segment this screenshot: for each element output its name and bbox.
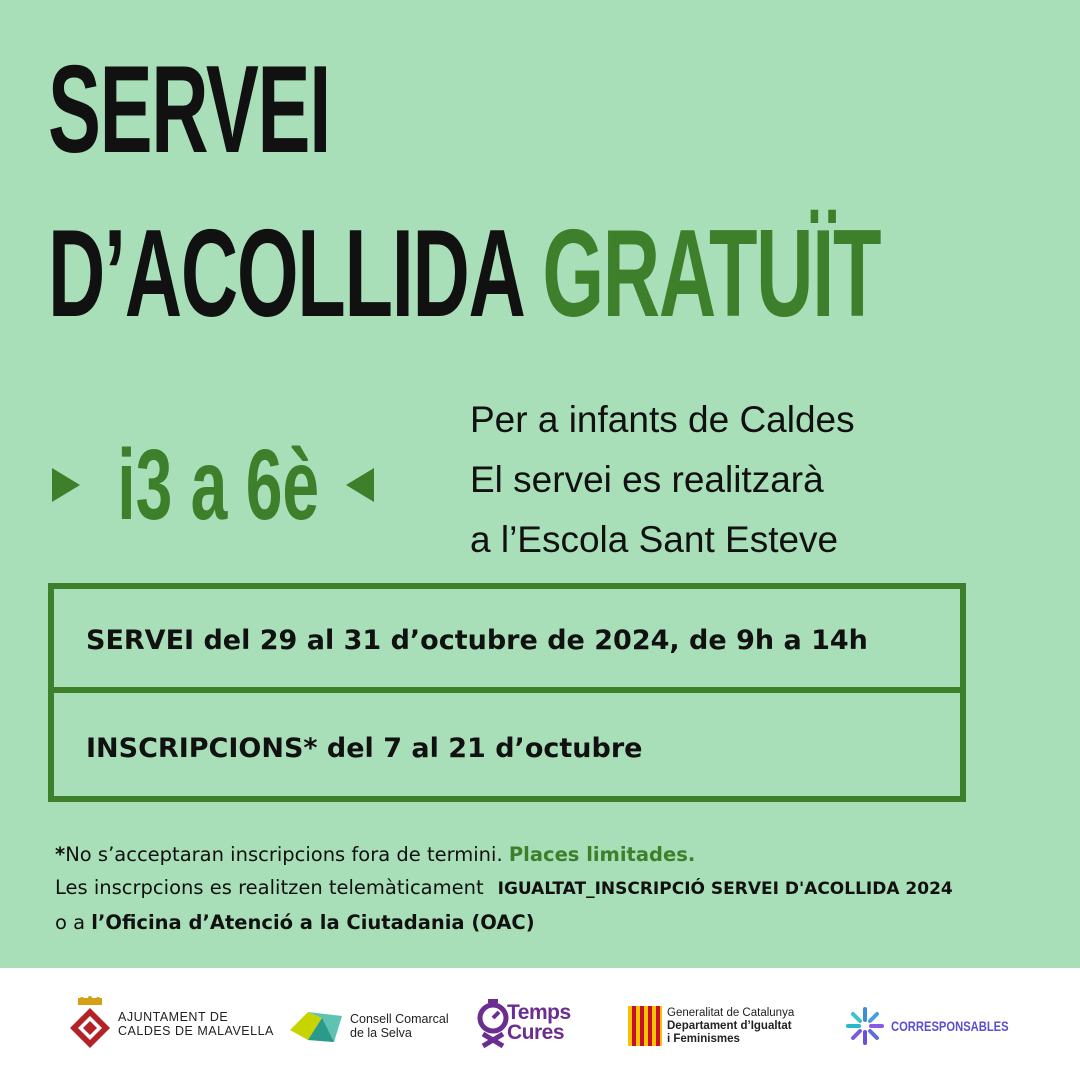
registration-dates-text: INSCRIPCIONS* del 7 al 21 d’octubre bbox=[86, 733, 643, 764]
triangle-right-icon bbox=[52, 468, 80, 502]
notes-line-1 bbox=[55, 838, 953, 871]
info-line-children: Per a infants de Caldes bbox=[470, 399, 855, 440]
consell-shape-icon bbox=[288, 1006, 344, 1046]
online-registration-note: Les inscrpcions es realitzen telemàticament bbox=[55, 876, 484, 899]
deadline-note: No s’acceptaran inscripcions fora de termini. bbox=[65, 843, 503, 866]
asterisk: * bbox=[55, 843, 66, 866]
senyera-icon bbox=[628, 1006, 662, 1046]
title-word-servei: SERVEI bbox=[48, 41, 330, 179]
consell-name-line2: de la Selva bbox=[350, 1026, 412, 1040]
department-name-line1: Departament d’Igualtat bbox=[667, 1019, 792, 1032]
ajuntament-crest-icon bbox=[68, 996, 112, 1052]
limited-places-note: Places limitades. bbox=[508, 843, 696, 866]
info-line-service: El servei es realitzarà bbox=[470, 459, 824, 500]
department-name-line2: i Feminismes bbox=[667, 1032, 740, 1045]
notes-line-2 bbox=[55, 871, 953, 906]
registration-form-link[interactable]: IGUALTAT_INSCRIPCIÓ SERVEI D'ACOLLIDA 2024 bbox=[497, 879, 953, 899]
footer-logos bbox=[0, 968, 1080, 1080]
temps-cures-logo bbox=[475, 998, 571, 1048]
ajuntament-name-line1: AJUNTAMENT DE bbox=[118, 1010, 229, 1024]
title-word-acollida: D’ACOLLIDA bbox=[48, 205, 522, 343]
consell-name-line1: Consell Comarcal bbox=[350, 1012, 449, 1026]
oac-prefix: o a bbox=[55, 911, 86, 934]
star-burst-icon bbox=[845, 1006, 885, 1046]
title-line-1 bbox=[48, 41, 330, 179]
service-dates-box bbox=[48, 583, 966, 693]
title-line-2 bbox=[48, 205, 881, 343]
ajuntament-name-line2: CALDES DE MALAVELLA bbox=[118, 1024, 274, 1038]
generalitat-logo bbox=[628, 1006, 794, 1046]
oac-office: l’Oficina d’Atenció a la Ciutadania (OAC) bbox=[91, 911, 535, 934]
notes bbox=[55, 838, 953, 939]
generalitat-name: Generalitat de Catalunya bbox=[667, 1006, 795, 1019]
age-range-badge bbox=[52, 430, 374, 540]
registration-dates-box bbox=[48, 687, 966, 802]
info-line-school: a l’Escola Sant Esteve bbox=[470, 519, 839, 560]
notes-line-3 bbox=[55, 906, 953, 939]
title-word-gratuit: GRATUÏT bbox=[542, 205, 881, 343]
service-dates-text: SERVEI del 29 al 31 d’octubre de 2024, de 9h a 14h bbox=[86, 625, 868, 656]
stopwatch-icon bbox=[475, 998, 511, 1048]
corresponsables-text: CORRESPONSABLES bbox=[891, 1018, 1009, 1034]
consell-comarcal-logo bbox=[288, 1006, 449, 1046]
service-info bbox=[470, 390, 855, 570]
temps-text: Temps bbox=[507, 1001, 571, 1024]
age-range-text: i3 a 6è bbox=[117, 428, 320, 541]
cures-text: Cures bbox=[507, 1021, 565, 1044]
corresponsables-logo bbox=[845, 1006, 1038, 1046]
triangle-left-icon bbox=[346, 468, 374, 502]
ajuntament-logo bbox=[68, 996, 274, 1052]
